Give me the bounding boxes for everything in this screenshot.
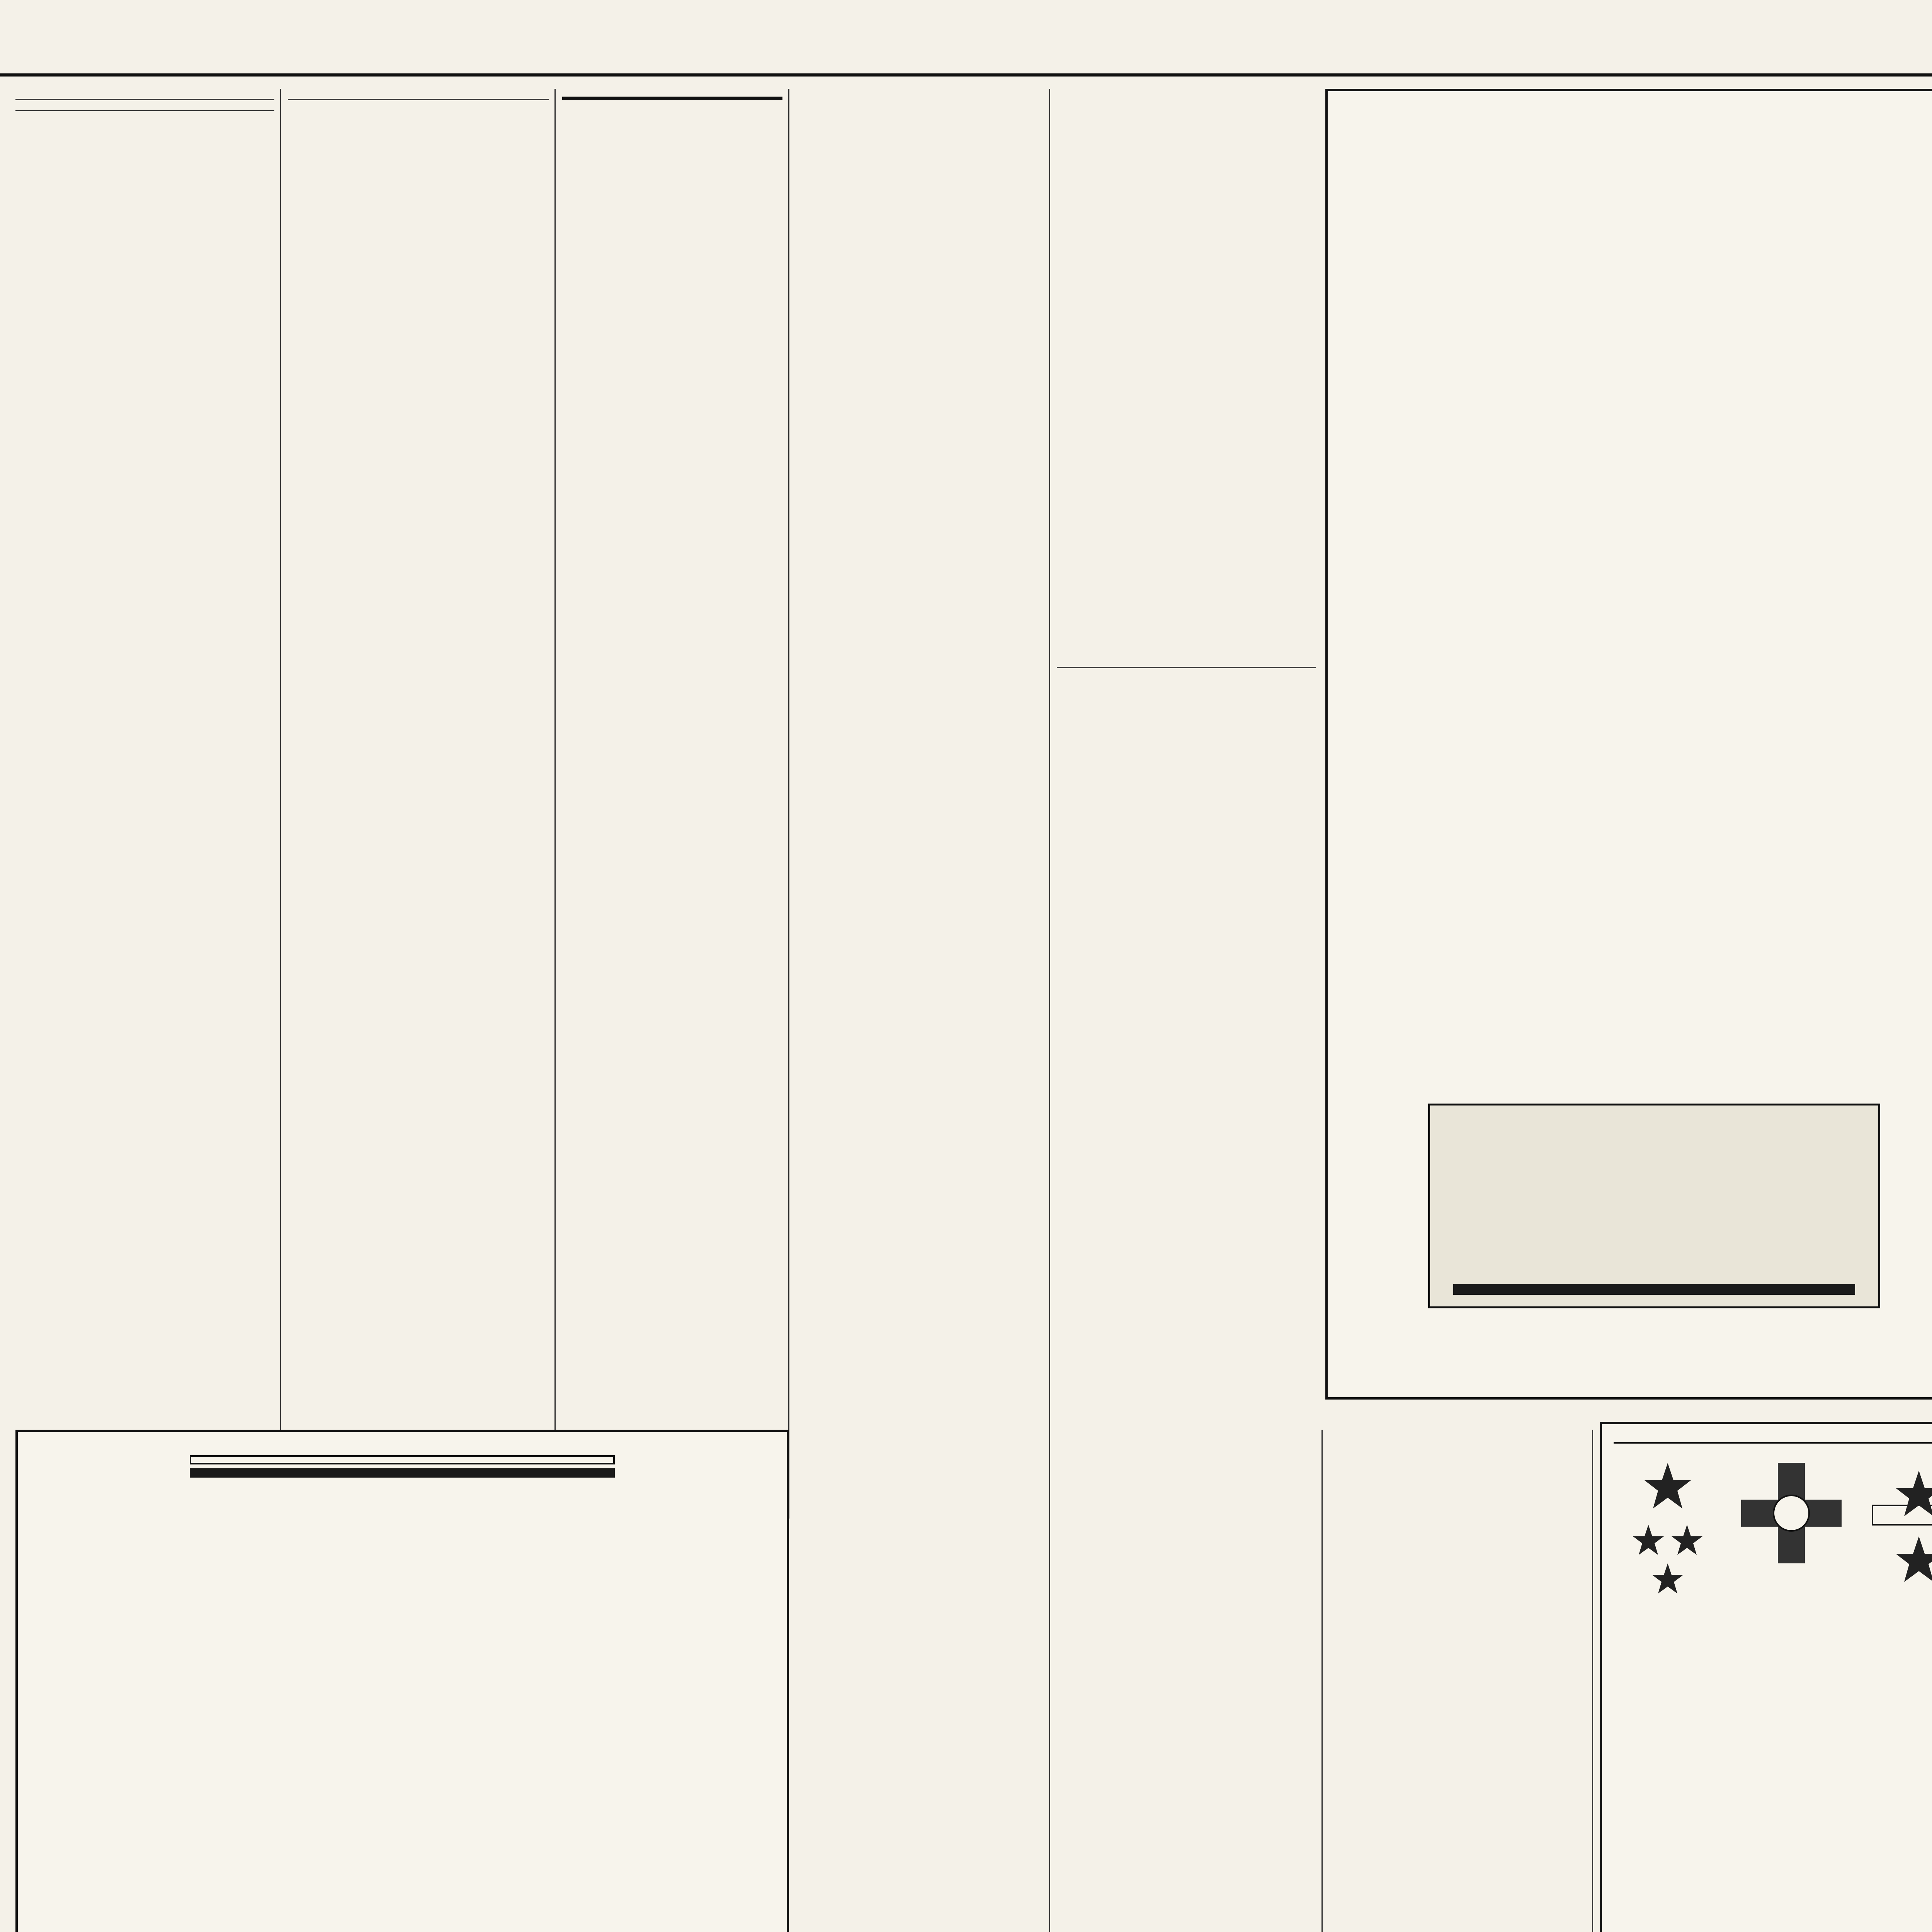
ad-items xyxy=(1328,748,1932,1065)
column-friday-night-top xyxy=(1057,89,1316,641)
column-rule xyxy=(788,89,789,1519)
column-rule xyxy=(1049,89,1050,1932)
veitch-allan-logo xyxy=(1428,1104,1880,1308)
column-rule xyxy=(1592,1430,1593,1932)
column-misc-news xyxy=(796,89,1043,1932)
column-womans-world xyxy=(562,89,782,1480)
anzac-ad xyxy=(1600,1422,1932,1932)
anzac-badges-illustration xyxy=(1602,1447,1932,1614)
sale-bargains-ad xyxy=(1325,89,1932,1400)
smith-logo xyxy=(190,1455,615,1478)
military-cross-icon xyxy=(1741,1463,1842,1563)
anzac-title xyxy=(1614,1436,1932,1444)
column-rule xyxy=(1321,1430,1323,1932)
southern-cross-star-icon xyxy=(1633,1463,1702,1594)
column-education-board xyxy=(15,89,274,1480)
column-rule xyxy=(554,89,556,1519)
smith-drapers xyxy=(190,1455,615,1464)
column-sections-soldiers xyxy=(288,89,549,1480)
busiest-store xyxy=(1453,1284,1855,1295)
anzac-scroll-icon xyxy=(1872,1471,1932,1582)
masthead xyxy=(0,0,1932,77)
womans-world-masthead xyxy=(562,97,782,100)
column-friday-night xyxy=(1057,657,1316,1932)
silk-bargains-ad xyxy=(15,1430,789,1932)
smith-addr xyxy=(190,1468,615,1478)
column-entertainments xyxy=(1329,1422,1588,1932)
